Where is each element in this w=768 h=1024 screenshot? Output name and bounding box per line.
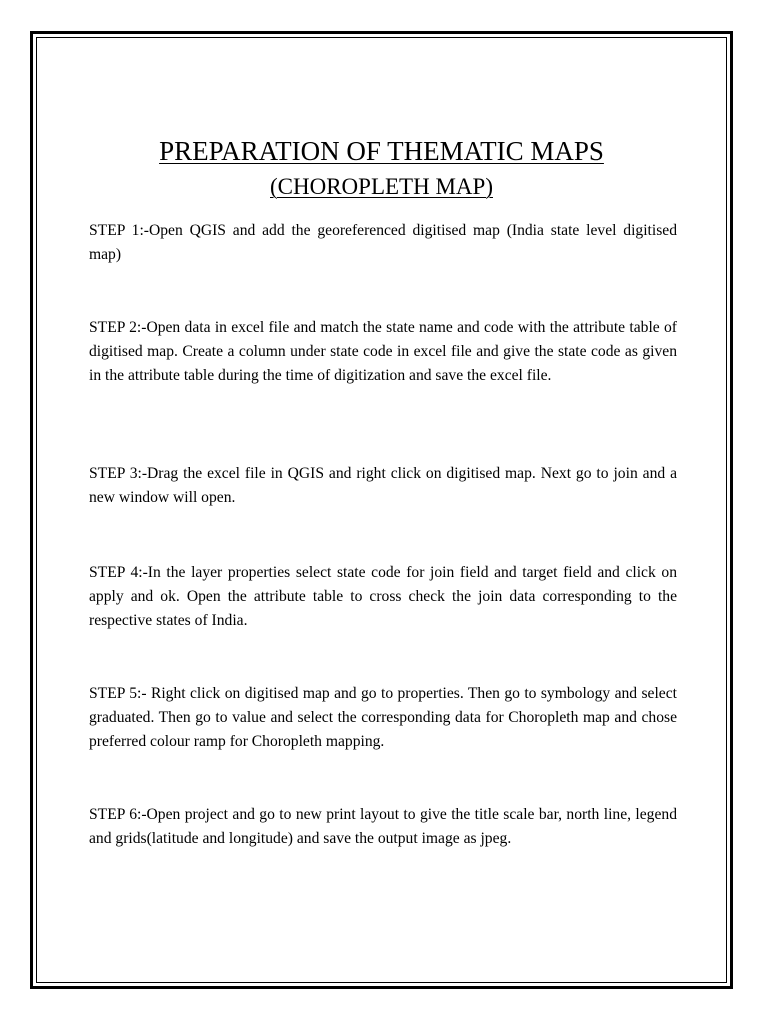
document-title: PREPARATION OF THEMATIC MAPS: [159, 136, 604, 166]
document-subtitle: (CHOROPLETH MAP): [270, 174, 493, 199]
step-4-paragraph: STEP 4:-In the layer properties select state code for join field and target field and click on apply and ok. Open the attribute table to cross check the join data corresponding to the respective states of India.: [89, 564, 677, 629]
step-2-paragraph: STEP 2:-Open data in excel file and match the state name and code with the attribute table of digitised map. Create a column under state code in excel file and give the state code as given in the attribute table during the time of digitization and save the excel file.: [89, 319, 677, 384]
step-5-paragraph: STEP 5:- Right click on digitised map and go to properties. Then go to symbology and select graduated. Then go to value and select the corresponding data for Choropleth map and chose preferred colour ramp for Choropleth mapping.: [89, 685, 677, 750]
step-1-paragraph: STEP 1:-Open QGIS and add the georeferenced digitised map (India state level digitised map): [89, 222, 677, 263]
step-3-paragraph: STEP 3:-Drag the excel file in QGIS and right click on digitised map. Next go to join and a new window will open.: [89, 465, 677, 506]
step-6-paragraph: STEP 6:-Open project and go to new print layout to give the title scale bar, north line, legend and grids(latitude and longitude) and save the output image as jpeg.: [89, 806, 677, 847]
